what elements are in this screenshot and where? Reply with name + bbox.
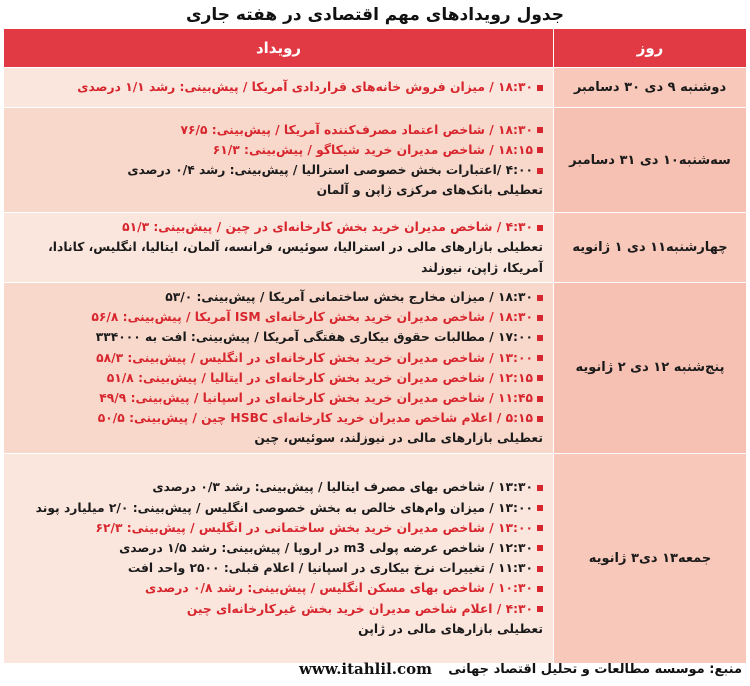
event-text: تعطیلی بازارهای مالی در نیوزلند، سوئیس، چین: [254, 431, 543, 446]
source-url: www.itahlil.com: [298, 660, 432, 678]
event-line: [10, 237, 543, 257]
event-text: ۱۸:۳۰ / میزان فروش خانه‌های قراردادی آمریکا / پیش‌بینی: رشد ۱/۱ درصدی: [77, 80, 533, 95]
events-table: [3, 28, 747, 664]
day-cell: جمعه۱۳ دی۳ ژانویه: [554, 453, 747, 663]
event-text: تعطیلی بازارهای مالی در ژاپن: [358, 621, 543, 636]
event-line: [10, 217, 543, 237]
bullet-icon: [537, 566, 543, 572]
footer: [8, 660, 742, 682]
event-text: ۴:۰۰ /اعتبارات بخش خصوصی استرالیا / پیش‌بینی: رشد ۰/۴ درصدی: [127, 163, 533, 177]
events-cell: [4, 68, 554, 108]
table-row: [4, 283, 747, 454]
bullet-icon: [537, 525, 543, 531]
event-line: [10, 619, 543, 639]
bullet-icon: [537, 485, 543, 491]
event-text: ۱۳:۰۰ / شاخص مدیران خرید بخش ساختمانی در انگلیس / پیش‌بینی: ۶۲/۳: [95, 520, 533, 535]
event-line: [10, 578, 543, 598]
bullet-icon: [537, 545, 543, 551]
source-text: منبع: موسسه مطالعات و تحلیل اقتصاد جهانی: [448, 662, 742, 677]
bullet-icon: [537, 375, 543, 381]
event-text: ۵:۱۵ / اعلام شاخص مدیران خرید کارخانه‌ای HSBC چین / پیش‌بینی: ۵۰/۵: [97, 411, 533, 426]
event-text: ۱۳:۳۰ / شاخص بهای مصرف ایتالیا / پیش‌بینی: رشد ۰/۳ درصدی: [152, 480, 533, 495]
event-text: ۴:۳۰ / شاخص مدیران خرید بخش کارخانه‌ای در چین / پیش‌بینی: ۵۱/۳: [122, 220, 533, 235]
bullet-icon: [537, 147, 543, 153]
bullet-icon: [537, 355, 543, 361]
bullet-icon: [537, 85, 543, 91]
event-line: [10, 307, 543, 327]
bullet-icon: [537, 606, 543, 612]
bullet-icon: [537, 127, 543, 133]
table-body: [4, 68, 747, 664]
table-row: [4, 68, 747, 108]
event-line: [10, 408, 543, 428]
event-line: [10, 287, 543, 307]
event-line: [10, 180, 543, 200]
event-text: ۱۱:۳۰ / تغییرات نرخ بیکاری در اسپانیا / اعلام قبلی: ۲۵۰۰ واحد افت: [127, 561, 533, 576]
column-header-day: روز: [554, 29, 747, 68]
event-line: [10, 120, 543, 140]
event-line: [10, 258, 543, 278]
event-line: [10, 348, 543, 368]
bullet-icon: [537, 315, 543, 321]
events-cell: [4, 453, 554, 663]
day-cell: سه‌شنبه۱۰ دی ۳۱ دسامبر: [554, 108, 747, 213]
column-header-event: رویداد: [4, 29, 554, 68]
table-row: [4, 213, 747, 283]
event-text: ۴:۳۰ / اعلام شاخص مدیران خرید بخش غیرکارخانه‌ای چین: [186, 601, 533, 616]
day-cell: چهارشنبه۱۱ دی ۱ ژانویه: [554, 213, 747, 283]
bullet-icon: [537, 168, 543, 174]
event-text: ۱۲:۳۰ / شاخص عرضه پولی m3 در اروپا / پیش‌بینی: رشد ۱/۵ درصدی: [119, 540, 533, 555]
bullet-icon: [537, 505, 543, 511]
table-row: [4, 108, 747, 213]
day-cell: دوشنبه ۹ دی ۳۰ دسامبر: [554, 68, 747, 108]
bullet-icon: [537, 586, 543, 592]
bullet-icon: [537, 295, 543, 301]
event-line: [10, 160, 543, 180]
event-line: [10, 77, 543, 97]
event-line: [10, 368, 543, 388]
event-line: [10, 558, 543, 578]
event-line: [10, 599, 543, 619]
event-line: [10, 538, 543, 558]
event-text: ۱۱:۴۵ / شاخص مدیران خرید بخش کارخانه‌ای در اسپانیا / پیش‌بینی: ۴۹/۹: [99, 391, 533, 406]
event-line: [10, 477, 543, 497]
event-line: [10, 327, 543, 347]
event-line: [10, 388, 543, 408]
event-text: ۱۸:۳۰ / شاخص مدیران خرید بخش کارخانه‌ای ISM آمریکا / پیش‌بینی: ۵۶/۸: [91, 310, 533, 325]
events-cell: [4, 213, 554, 283]
event-line: [10, 518, 543, 538]
event-text: ۱۰:۳۰ / شاخص بهای مسکن انگلیس / پیش‌بینی: رشد ۰/۸ درصدی: [145, 581, 533, 596]
bullet-icon: [537, 225, 543, 231]
event-text: ۱۸:۳۰ / میزان مخارج بخش ساختمانی آمریکا / پیش‌بینی: ۵۳/۰: [165, 290, 533, 304]
event-line: [10, 140, 543, 160]
page-title: جدول رویدادهای مهم اقتصادی در هفته جاری: [186, 5, 564, 25]
event-line: [10, 498, 543, 518]
table-row: [4, 453, 747, 663]
bullet-icon: [537, 335, 543, 341]
event-text: تعطیلی بازارهای مالی در استرالیا، سوئیس، فرانسه، آلمان، ایتالیا، انگلیس، کانادا،: [48, 240, 543, 255]
event-text: ۱۸:۳۰ / شاخص اعتماد مصرف‌کننده آمریکا / پیش‌بینی: ۷۶/۵: [180, 122, 533, 137]
event-text: ۱۷:۰۰ / مطالبات حقوق بیکاری هفتگی آمریکا / پیش‌بینی: افت به ۳۳۴۰۰۰: [95, 330, 533, 345]
event-text: تعطیلی بانک‌های مرکزی ژاپن و آلمان: [316, 183, 543, 198]
day-cell: پنج‌شنبه ۱۲ دی ۲ ژانویه: [554, 283, 747, 454]
bullet-icon: [537, 396, 543, 402]
event-text: ۱۳:۰۰ / میزان وام‌های خالص به بخش خصوصی انگلیس / پیش‌بینی: ۲/۰ میلیارد پوند: [35, 500, 533, 515]
events-cell: [4, 108, 554, 213]
bullet-icon: [537, 416, 543, 422]
events-cell: [4, 283, 554, 454]
event-text: ۱۸:۱۵ / شاخص مدیران خرید شیکاگو / پیش‌بینی: ۶۱/۳: [212, 142, 533, 157]
event-text: آمریکا، ژاپن، نیوزلند: [421, 260, 543, 275]
table-header-row: [4, 29, 747, 68]
event-text: ۱۳:۰۰ / شاخص مدیران خرید بخش کارخانه‌ای در انگلیس / پیش‌بینی: ۵۸/۳: [96, 350, 533, 365]
event-line: [10, 428, 543, 448]
event-text: ۱۲:۱۵ / شاخص مدیران خرید بخش کارخانه‌ای در ایتالیا / پیش‌بینی: ۵۱/۸: [106, 370, 533, 385]
